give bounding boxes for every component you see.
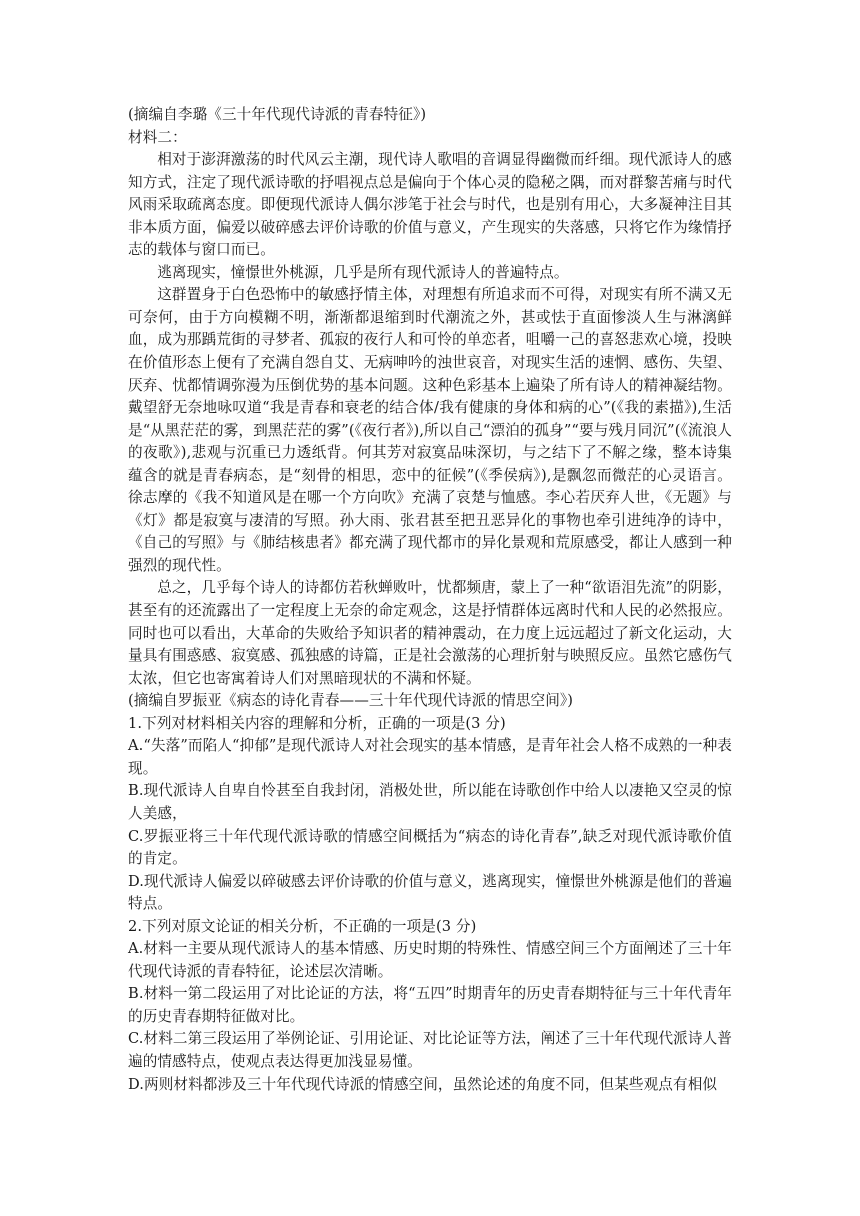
question-2-stem: 2.下列对原文论证的相关分析，不正确的一项是(3 分)	[128, 917, 477, 935]
question-1-option-d: D.现代派诗人偏爱以碎破感去评价诗歌的价值与意义，逃离现实，憧憬世外桃源是他们的普遍特点。	[128, 872, 732, 913]
question-2-option-b: B.材料一第二段运用了对比论证的方法，将“五四”时期青年的历史青春期特征与三十年代青年的历史青春期特征做对比。	[128, 985, 732, 1025]
question-1	[128, 713, 732, 916]
source-citation-2: (摘编自罗振亚《病态的诗化青春——三十年代现代诗派的情思空间》)	[128, 692, 574, 710]
paragraph-4: 总之，几乎每个诗人的诗都仿若秋蝉败叶，忧都频唐，蒙上了一种“欲语泪先流”的阴影，甚至有的还流露出了一定程度上无奈的命定观念，这是抒情群体远离时代和人民的必然报应。同时也可以看出，大革命的失败给予知识者的精神震动，在力度上远远超过了新文化运动，大量具有围惑感、寂寞感、孤独感的诗篇，正是社会激荡的心理折射与映照反应。虽然它感伤气太浓，但它也寄寓着诗人们对黑暗现状的不满和怀疑。	[128, 579, 732, 687]
question-1-option-b: B.现代派诗人自卑自怜甚至自我封闭，消极处世，所以能在诗歌创作中给人以凄艳又空灵的惊人美感，	[128, 782, 732, 822]
question-2	[128, 916, 732, 1096]
question-1-stem: 1.下列对材料相关内容的理解和分析，正确的一项是(3 分)	[128, 714, 506, 732]
question-2-option-d: D.两则材料都涉及三十年代现代诗派的情感空间，虽然论述的角度不同，但某些观点有相似	[128, 1075, 718, 1093]
paragraph-3: 这群置身于白色恐怖中的敏感抒情主体，对理想有所追求而不可得，对现实有所不满又无可奈何，由于方向模糊不明，渐渐都退缩到时代潮流之外，甚或怯于直面惨淡人生与淋漓鲜血，成为那踽荒街的寻梦者、孤寂的夜行人和可怜的单恋者，咀嚼一己的喜怒悲欢心境，投映在价值形态上便有了充满自怨自艾、无病呻吟的浊世哀音，对现实生活的速惘、感伤、失望、厌弃、忧都情调弥漫为压倒优势的基本问题。这种色彩基本上遍染了所有诗人的精神凝结物。戴望舒无奈地咏叹道“我是青春和衰老的结合体/我有健康的身体和病的心”(《我的素描》),生活是“从黑茫茫的雾，到黑茫茫的雾”(《夜行者》),所以自己“漂泊的孤身”“要与残月同沉”(《流浪人的夜歌》),悲观与沉重已力透纸背。何其芳对寂寞品味深切，与之结下了不解之缘，整本诗集蕴含的就是青春病态，是“刻骨的相思，恋中的征候”(《季侯病》),是飘忽而微茫的心灵语言。徐志摩的《我不知道风是在哪一个方向吹》充满了哀楚与恤感。李心若厌弃人世，《无题》与《灯》都是寂寞与凄清的写照。孙大雨、张君甚至把丑恶异化的事物也牵引进纯净的诗中，《自己的写照》与《肺结核患者》都充满了现代都市的异化景观和荒原感受，都让人感到一种强烈的现代性。	[128, 286, 732, 574]
document-page	[128, 104, 732, 1096]
question-1-option-c: C.罗振亚将三十年代现代派诗歌的情感空间概括为“病态的诗化青春”,缺乏对现代派诗歌价值的肯定。	[128, 827, 732, 868]
question-2-option-a: A.材料一主要从现代派诗人的基本情感、历史时期的特殊性、情感空间三个方面阐述了三十年代现代诗派的青春特征，论述层次清晰。	[128, 940, 732, 980]
paragraph-2: 逃离现实，憧憬世外桃源，几乎是所有现代派诗人的普遍特点。	[157, 263, 569, 281]
material-2-heading: 材料二：	[128, 128, 187, 146]
paragraph-1: 相对于澎湃激荡的时代风云主潮，现代诗人歌唱的音调显得幽微而纤细。现代派诗人的感知方式，注定了现代派诗歌的抒唱视点总是偏向于个体心灵的隐秘之隅，而对群黎苦痛与时代风雨采取疏离态度。即便现代派诗人偶尔涉笔于社会与时代，也是别有用心，大多凝神注目其非本质方面，偏爱以破碎感去评价诗歌的价值与意义，产生现实的失落感，只将它作为缘情抒志的载体与窗口而已。	[128, 151, 732, 259]
question-1-option-a: A.“失落”而陷人“抑郁”是现代派诗人对社会现实的基本情感，是青年社会人格不成熟的一种表现。	[128, 737, 732, 777]
source-citation-1: (摘编自李璐《三十年代现代诗派的青春特征》)	[128, 106, 427, 123]
question-2-option-c: C.材料二第三段运用了举例论证、引用论证、对比论证等方法，阐述了三十年代现代派诗人普遍的情感特点，使观点表达得更加浅显易懂。	[128, 1030, 732, 1070]
